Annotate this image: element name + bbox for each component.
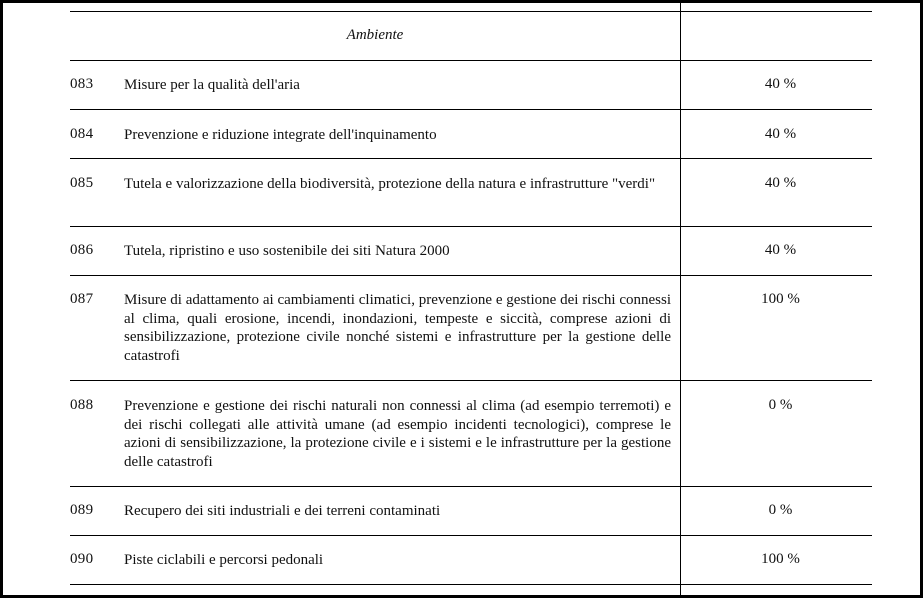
row-description: Piste ciclabili e percorsi pedonali <box>124 552 324 568</box>
row-code: 088 <box>70 397 94 413</box>
row-description: Misure di adattamento ai cambiamenti climatici, prevenzione e gestione dei rischi connessi al clima, quali erosione, incendi, inondazioni, tempeste e siccità, comprese azioni di sensibilizzazione, protezione civile nonché sistemi e infrastrutture per la gestione delle catastrofi <box>124 292 671 364</box>
row-description: Prevenzione e riduzione integrate dell'inquinamento <box>124 127 437 143</box>
row-code: 084 <box>70 126 94 142</box>
table-rule <box>70 109 872 110</box>
row-percentage: 40 % <box>764 76 797 92</box>
row-description: Tutela e valorizzazione della biodiversità, protezione della natura e infrastrutture "verdi" <box>124 176 656 192</box>
row-code: 085 <box>70 175 94 191</box>
row-code: 086 <box>70 242 94 258</box>
row-percentage: 100 % <box>761 551 800 567</box>
section-header: Ambiente <box>346 27 404 43</box>
table-rule <box>70 275 872 276</box>
row-percentage: 100 % <box>761 291 800 307</box>
table-rule <box>70 486 872 487</box>
table-rule <box>70 535 872 536</box>
row-percentage: 40 % <box>764 242 797 258</box>
row-percentage: 0 % <box>768 397 793 413</box>
row-code: 090 <box>70 551 94 567</box>
row-percentage: 0 % <box>768 502 793 518</box>
row-code: 083 <box>70 76 94 92</box>
row-description: Recupero dei siti industriali e dei terreni contaminati <box>124 503 441 519</box>
row-description: Tutela, ripristino e uso sostenibile dei siti Natura 2000 <box>124 243 450 259</box>
table-rule <box>70 60 872 61</box>
row-description: Prevenzione e gestione dei rischi naturali non connessi al clima (ad esempio terremoti) e dei rischi collegati alle attività umane (ad esempio incidenti tecnologici), comprese le azioni di sensibilizzazione, la protezione civile e i sistemi e le infrastrutture per la gestione delle catastrofi <box>124 398 671 470</box>
row-percentage: 40 % <box>764 126 797 142</box>
table-rule <box>70 380 872 381</box>
row-percentage: 40 % <box>764 175 797 191</box>
table-rule <box>70 11 872 12</box>
table-rule <box>70 226 872 227</box>
row-code: 087 <box>70 291 94 307</box>
table-rule <box>70 158 872 159</box>
table-rule <box>70 584 872 585</box>
row-code: 089 <box>70 502 94 518</box>
row-description: Misure per la qualità dell'aria <box>124 77 300 93</box>
